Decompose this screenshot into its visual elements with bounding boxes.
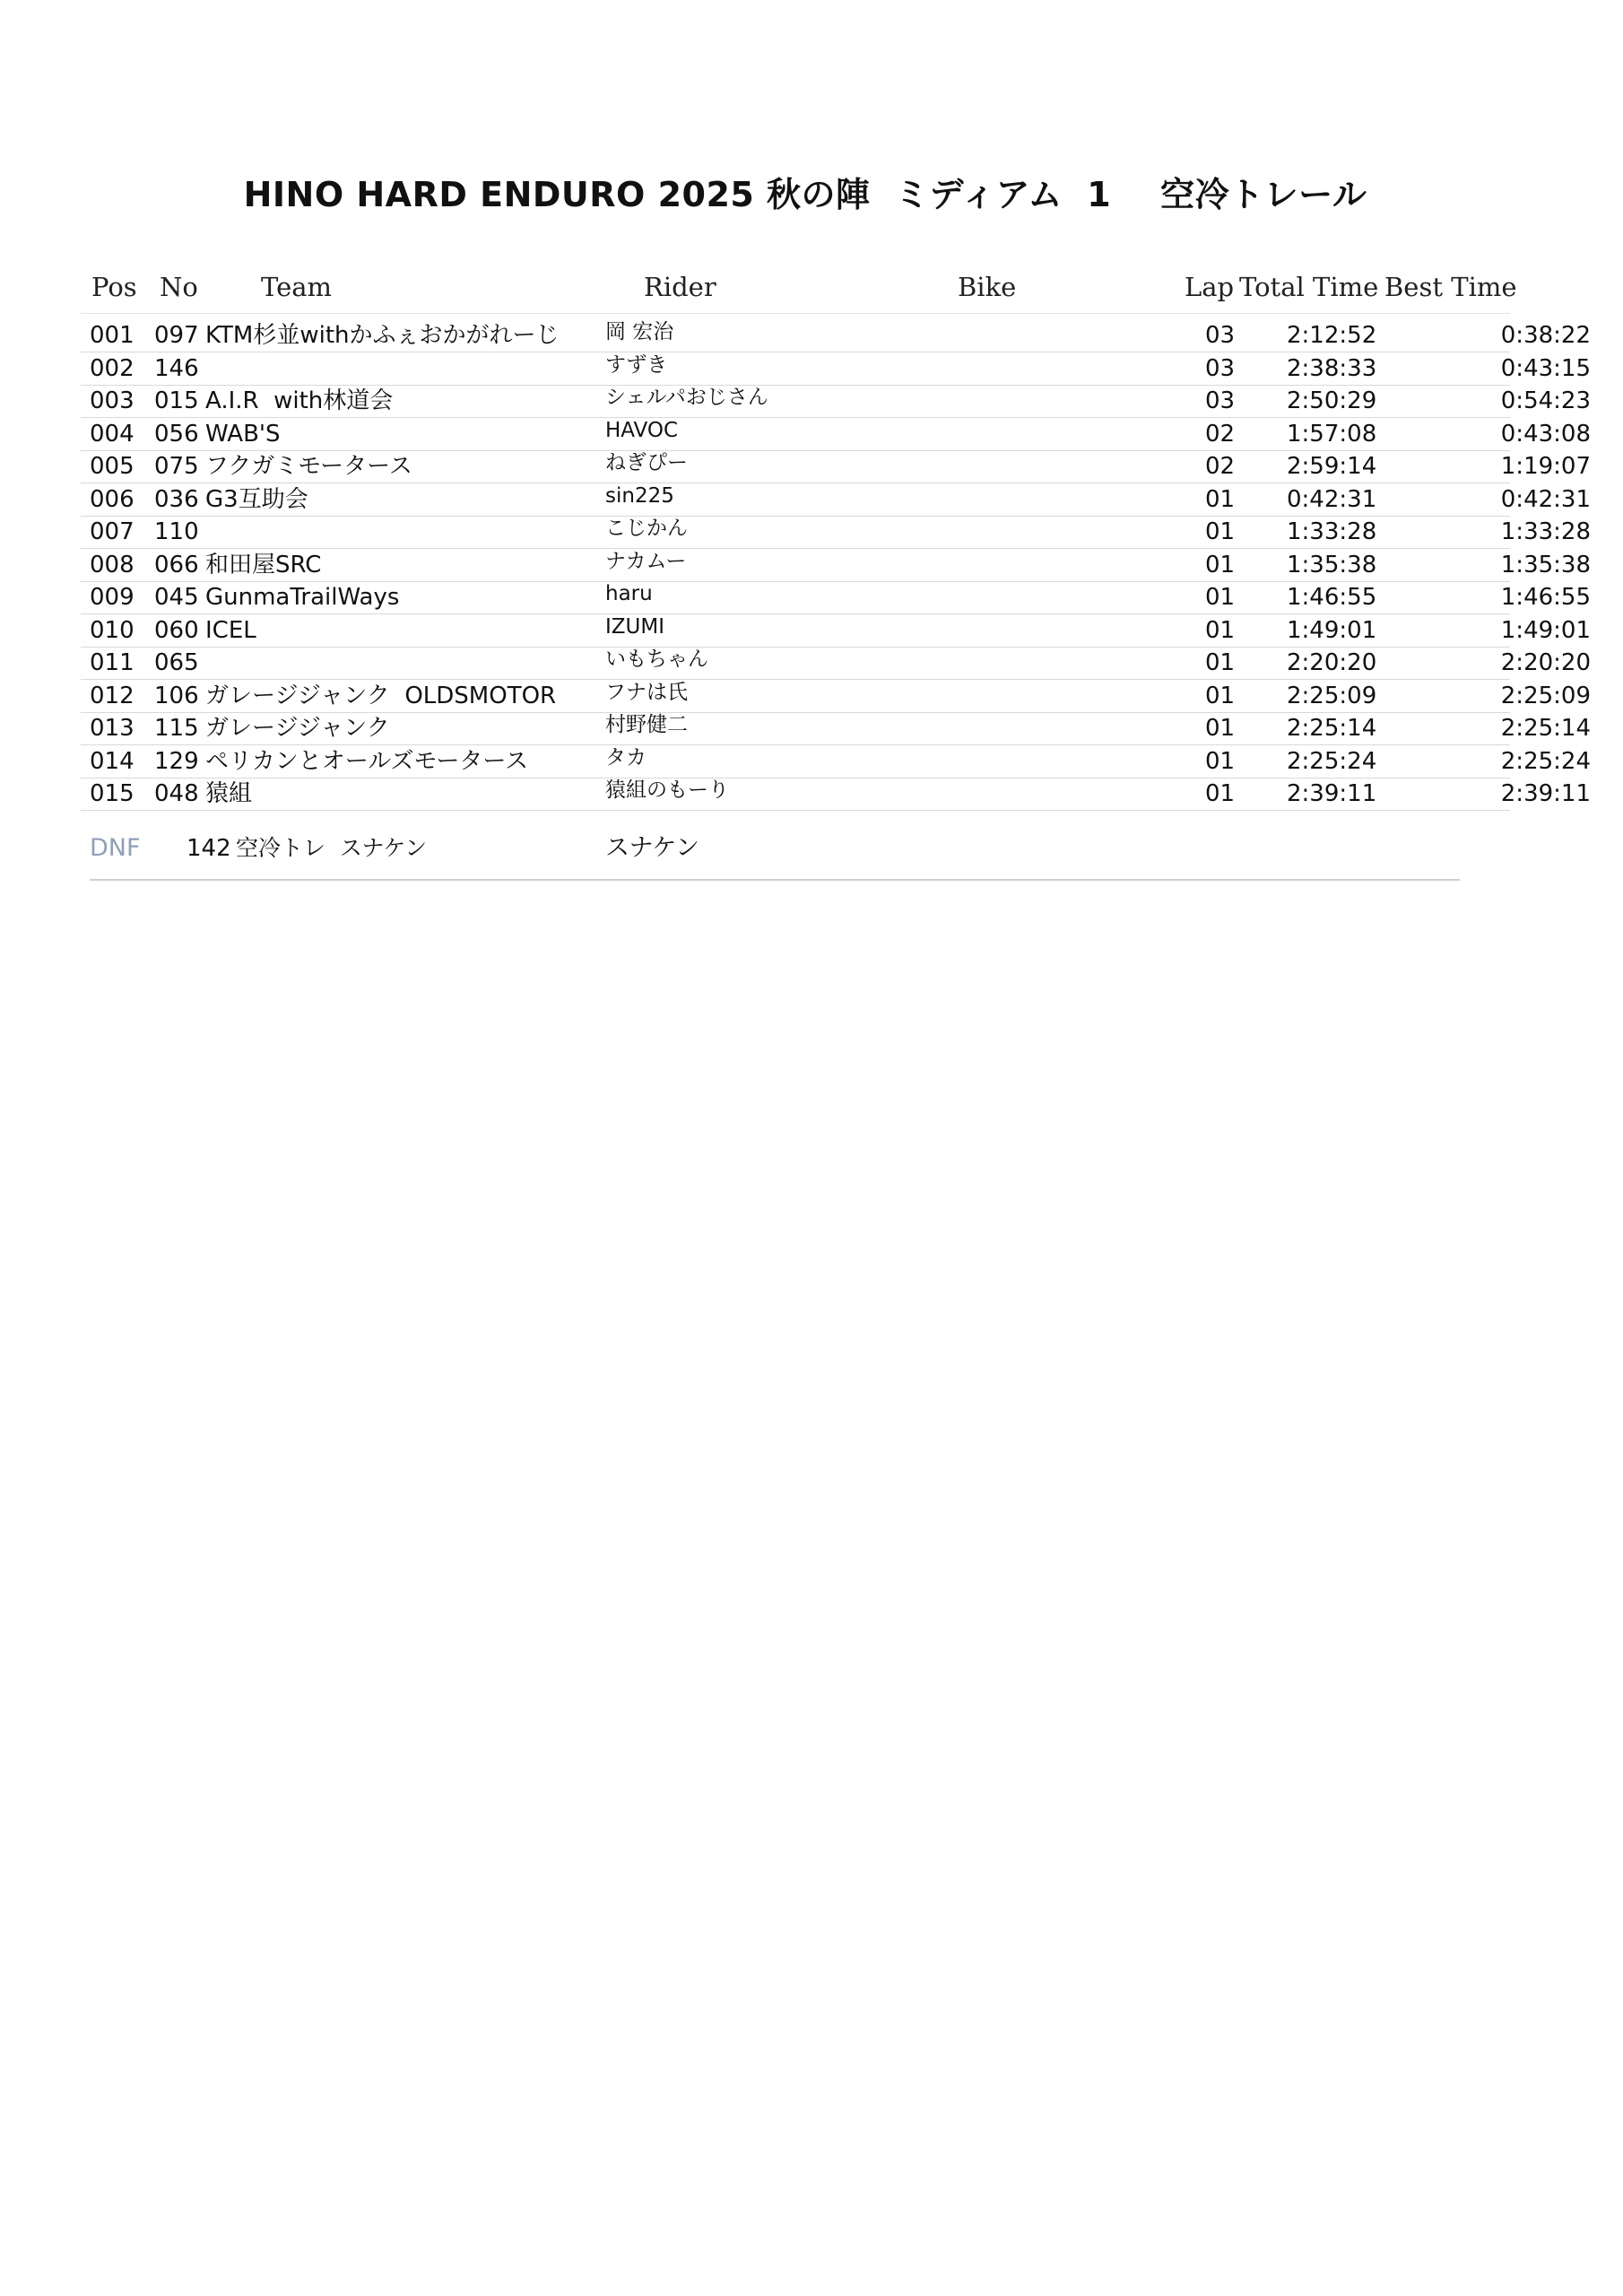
team-cell: KTM杉並withかふぇおかがれーじ (205, 322, 560, 349)
total-time-cell: 2:25:24 (1287, 747, 1377, 775)
rider-cell: ナカムー (605, 549, 687, 573)
lap-cell: 01 (1205, 584, 1236, 611)
team-cell: GunmaTrailWays (205, 584, 400, 611)
pos-cell: 014 (90, 747, 135, 775)
pos-cell: 002 (90, 354, 135, 382)
total-time-cell: 2:39:11 (1287, 780, 1377, 807)
header-bike: Bike (958, 272, 1017, 302)
rider-cell: タカ (605, 745, 647, 770)
pos-cell: 003 (90, 387, 135, 414)
number-cell: 048 (154, 780, 199, 807)
table-row (81, 319, 1591, 352)
pos-cell: 012 (90, 682, 135, 709)
number-cell: 036 (154, 485, 199, 513)
page-title: HINO HARD ENDURO 2025 秋の陣 ミディアム 1 空冷トレール (243, 175, 1367, 214)
header-no: No (160, 272, 198, 302)
number-cell: 115 (154, 715, 199, 742)
rider-cell: IZUMI (605, 614, 665, 639)
table-row (81, 549, 1591, 582)
total-time-cell: 2:20:20 (1287, 649, 1377, 676)
rider-cell: 村野健二 (605, 713, 688, 736)
team-cell: ICEL (205, 616, 256, 644)
lap-cell: 01 (1205, 518, 1236, 545)
pos-cell: 006 (90, 485, 135, 513)
team-cell: 猿組 (205, 780, 253, 807)
dnf-rider-cell: スナケン (605, 834, 700, 862)
header-lap: Lap (1185, 272, 1235, 302)
table-row (81, 647, 1591, 680)
team-cell: WAB'S (205, 420, 281, 448)
total-time-cell: 1:33:28 (1287, 518, 1377, 545)
team-cell: ガレージジャンク OLDSMOTOR (205, 682, 557, 709)
header-pos: Pos (91, 272, 137, 302)
number-cell: 015 (154, 387, 199, 414)
rider-cell: 岡 宏治 (605, 320, 674, 344)
lap-cell: 01 (1205, 551, 1236, 578)
number-cell: 065 (154, 649, 199, 676)
number-cell: 066 (154, 551, 199, 578)
header-best-time: Best Time (1384, 272, 1517, 302)
total-time-cell: 2:38:33 (1287, 354, 1377, 382)
table-row (81, 680, 1591, 713)
total-time-cell: 1:57:08 (1287, 420, 1377, 448)
lap-cell: 01 (1205, 485, 1236, 513)
rider-cell: いもちゃん (605, 648, 708, 671)
best-time-cell: 1:49:01 (1500, 616, 1591, 644)
table-row (81, 352, 1591, 386)
number-cell: 056 (154, 420, 199, 448)
best-time-cell: 0:54:23 (1500, 387, 1591, 414)
number-cell: 129 (154, 747, 199, 775)
total-time-cell: 2:25:09 (1287, 682, 1377, 709)
rider-cell: フナは氏 (605, 680, 688, 704)
total-time-cell: 0:42:31 (1287, 485, 1377, 513)
lap-cell: 03 (1205, 354, 1236, 382)
team-cell: G3互助会 (205, 485, 308, 513)
team-cell: 和田屋SRC (205, 551, 322, 578)
lap-cell: 01 (1205, 682, 1236, 709)
table-row (81, 614, 1591, 648)
total-time-cell: 1:35:38 (1287, 551, 1377, 578)
table-row (81, 581, 1591, 614)
number-cell: 106 (154, 682, 199, 709)
table-row (81, 516, 1591, 549)
pos-cell: 007 (90, 518, 135, 545)
number-cell: 110 (154, 518, 199, 545)
rider-cell: こじかん (605, 517, 688, 540)
lap-cell: 01 (1205, 649, 1236, 676)
table-row (81, 450, 1591, 483)
lap-cell: 01 (1205, 616, 1236, 644)
total-time-cell: 2:25:14 (1287, 715, 1377, 742)
pos-cell: 009 (90, 584, 135, 611)
best-time-cell: 1:35:38 (1500, 551, 1591, 578)
number-cell: 097 (154, 322, 199, 349)
dnf-team-cell: 空冷トレ スナケン (236, 835, 428, 861)
rider-cell: sin225 (605, 483, 674, 508)
best-time-cell: 0:43:08 (1500, 420, 1591, 448)
total-time-cell: 2:59:14 (1287, 453, 1377, 480)
number-cell: 146 (154, 354, 199, 382)
best-time-cell: 2:25:14 (1500, 715, 1591, 742)
best-time-cell: 2:20:20 (1500, 649, 1591, 676)
pos-cell: 015 (90, 780, 135, 807)
rider-cell: すずき (605, 352, 668, 377)
team-cell: ガレージジャンク (205, 715, 390, 742)
total-time-cell: 1:46:55 (1287, 584, 1377, 611)
pos-cell: 010 (90, 616, 135, 644)
header-divider (81, 313, 1510, 314)
lap-cell: 01 (1205, 715, 1236, 742)
pos-cell: 004 (90, 420, 135, 448)
number-cell: 060 (154, 616, 199, 644)
header-total-time: Total Time (1239, 272, 1379, 302)
header-rider: Rider (644, 272, 716, 302)
pos-cell: 005 (90, 453, 135, 480)
table-row (81, 712, 1591, 745)
pos-cell: 013 (90, 715, 135, 742)
table-row (81, 418, 1591, 451)
team-cell: A.I.R with林道会 (205, 387, 394, 414)
best-time-cell: 2:39:11 (1500, 780, 1591, 807)
table-row (81, 745, 1591, 778)
best-time-cell: 0:43:15 (1500, 354, 1591, 382)
table-row (81, 778, 1591, 811)
number-cell: 045 (154, 584, 199, 611)
pos-cell: 011 (90, 649, 135, 676)
pos-cell: 001 (90, 322, 135, 349)
dnf-number-cell: 142 (187, 835, 231, 862)
header-team: Team (261, 272, 333, 302)
dnf-row (90, 832, 1460, 881)
total-time-cell: 1:49:01 (1287, 616, 1377, 644)
number-cell: 075 (154, 453, 199, 480)
rider-cell: HAVOC (605, 418, 679, 442)
team-cell: フクガミモータース (205, 453, 412, 480)
lap-cell: 01 (1205, 747, 1236, 775)
rider-cell: シェルパおじさん (605, 386, 768, 409)
total-time-cell: 2:12:52 (1287, 322, 1377, 349)
total-time-cell: 2:50:29 (1287, 387, 1377, 414)
rider-cell: 猿組のもーり (605, 778, 729, 802)
best-time-cell: 1:46:55 (1500, 584, 1591, 611)
best-time-cell: 1:19:07 (1500, 453, 1591, 480)
lap-cell: 03 (1205, 387, 1236, 414)
best-time-cell: 0:38:22 (1500, 322, 1591, 349)
rider-cell: ねぎぴー (605, 451, 688, 474)
pos-cell: 008 (90, 551, 135, 578)
best-time-cell: 2:25:24 (1500, 747, 1591, 775)
table-row (81, 385, 1591, 418)
rider-cell: haru (605, 582, 653, 605)
lap-cell: 03 (1205, 322, 1236, 349)
team-cell: ペリカンとオールズモータース (205, 747, 529, 775)
best-time-cell: 2:25:09 (1500, 682, 1591, 709)
dnf-status-label: DNF (90, 834, 141, 862)
lap-cell: 02 (1205, 420, 1236, 448)
lap-cell: 01 (1205, 780, 1236, 807)
best-time-cell: 0:42:31 (1500, 485, 1591, 513)
best-time-cell: 1:33:28 (1500, 518, 1591, 545)
table-row (81, 483, 1591, 517)
lap-cell: 02 (1205, 453, 1236, 480)
